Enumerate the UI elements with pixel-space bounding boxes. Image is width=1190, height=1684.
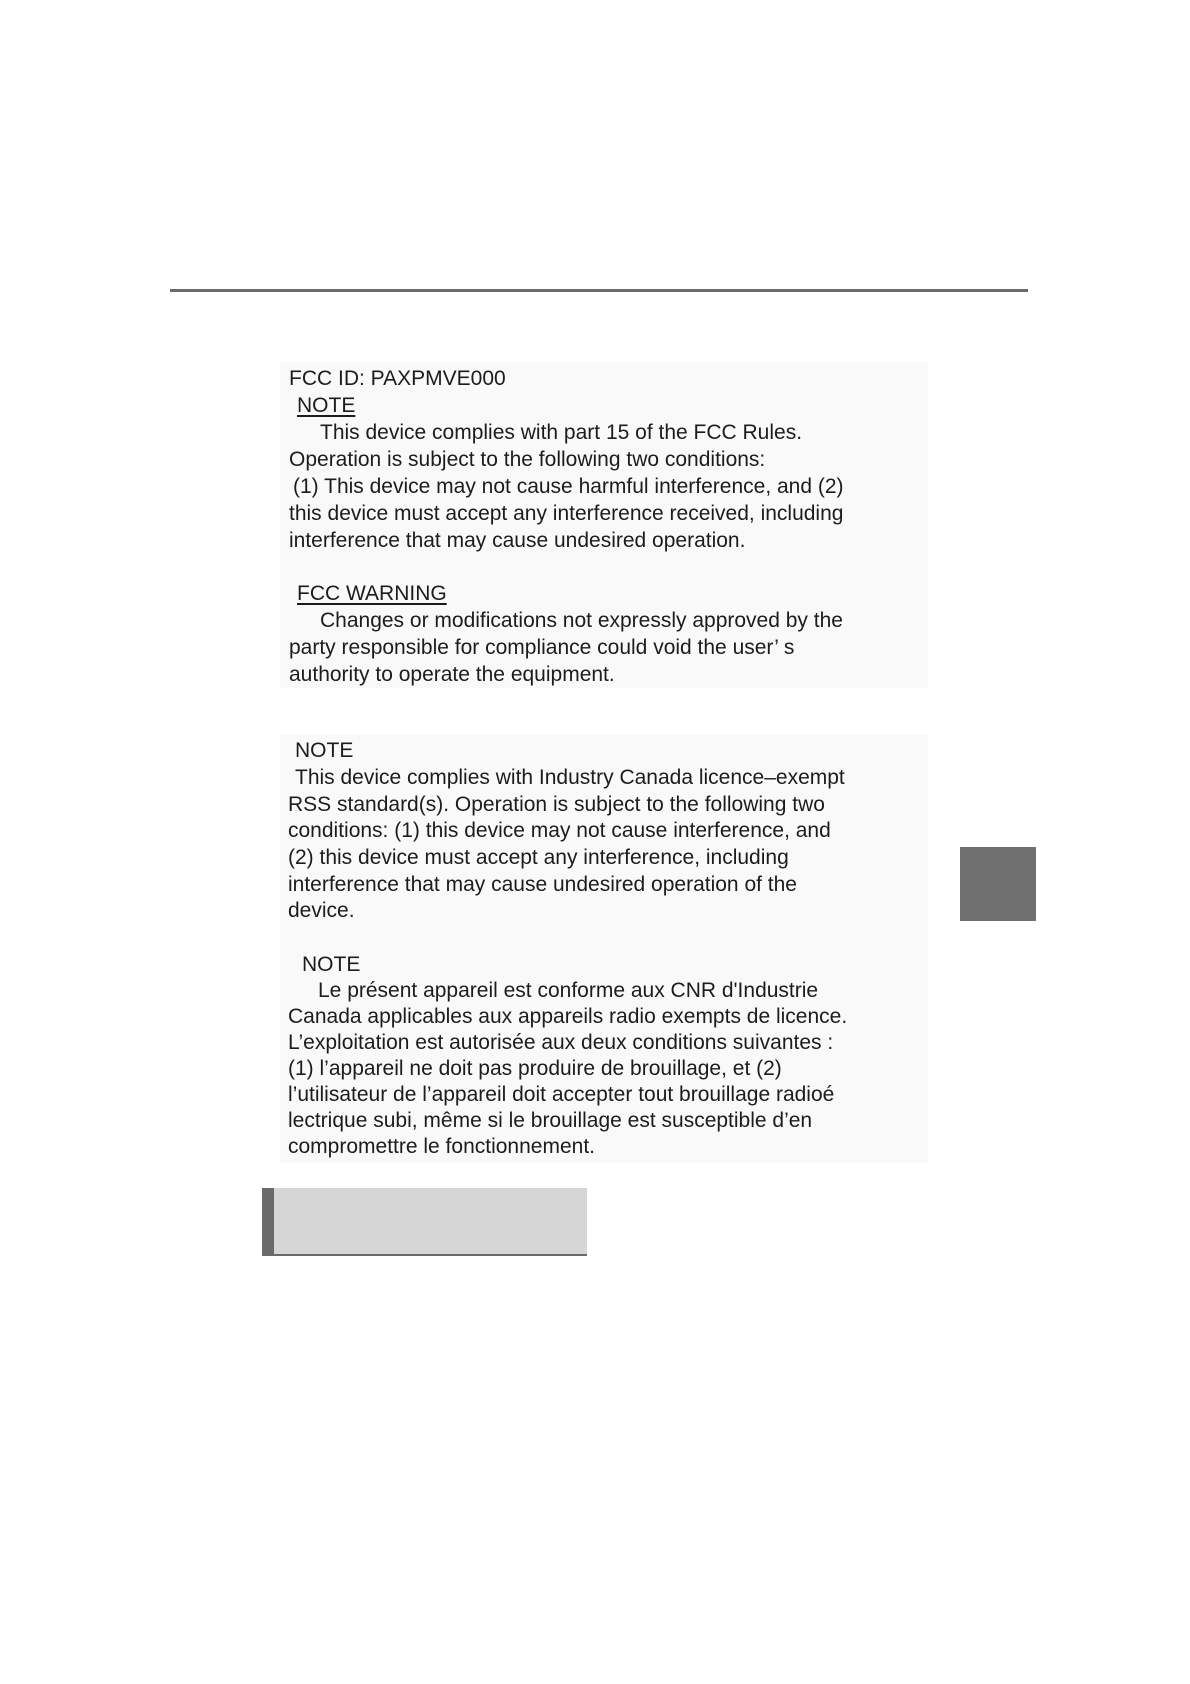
header-rule xyxy=(170,289,1028,292)
ic-fr-line: L’exploitation est autorisée aux deux conditions suivantes : xyxy=(288,1031,834,1054)
fcc-id-line: FCC ID: PAXPMVE000 xyxy=(289,367,506,390)
section-heading-bar xyxy=(262,1188,274,1254)
fcc-warning-line: party responsible for compliance could void the user’ s xyxy=(289,636,795,659)
chapter-side-tab xyxy=(960,847,1036,921)
ic-fr-line: (1) l’appareil ne doit pas produire de brouillage, et (2) xyxy=(288,1057,782,1080)
fcc-note-line: this device must accept any interference received, including xyxy=(289,502,844,525)
fcc-note-heading: NOTE xyxy=(297,394,356,417)
ic-fr-line: Canada applicables aux appareils radio exempts de licence. xyxy=(288,1005,848,1028)
ic-en-line: interference that may cause undesired operation of the xyxy=(288,873,797,896)
ic-fr-line: lectrique subi, même si le brouillage est susceptible d’en xyxy=(288,1109,813,1132)
fcc-warning-heading: FCC WARNING xyxy=(297,582,447,605)
ic-fr-line: l’utilisateur de l’appareil doit accepter tout brouillage radioé xyxy=(288,1083,835,1106)
ic-en-line: (2) this device must accept any interference, including xyxy=(288,846,789,869)
ic-en-line: device. xyxy=(288,899,355,922)
fcc-note-line: Operation is subject to the following two conditions: xyxy=(289,448,766,471)
fcc-note-line: (1) This device may not cause harmful interference, and (2) xyxy=(293,475,844,498)
section-heading-box xyxy=(262,1188,587,1256)
fcc-warning-line: authority to operate the equipment. xyxy=(289,663,615,686)
ic-en-line: conditions: (1) this device may not cause interference, and xyxy=(288,819,831,842)
ic-fr-note-heading: NOTE xyxy=(302,953,361,976)
ic-en-line: RSS standard(s). Operation is subject to the following two xyxy=(288,793,825,816)
ic-en-line: This device complies with Industry Canada licence–exempt xyxy=(295,766,845,789)
ic-fr-line: compromettre le fonctionnement. xyxy=(288,1135,595,1158)
fcc-note-line: This device complies with part 15 of the FCC Rules. xyxy=(320,421,803,444)
ic-en-note-heading: NOTE xyxy=(295,739,354,762)
ic-fr-line: Le présent appareil est conforme aux CNR d'Industrie xyxy=(318,979,819,1002)
fcc-note-line: interference that may cause undesired operation. xyxy=(289,529,746,552)
fcc-warning-line: Changes or modifications not expressly approved by the xyxy=(320,609,843,632)
